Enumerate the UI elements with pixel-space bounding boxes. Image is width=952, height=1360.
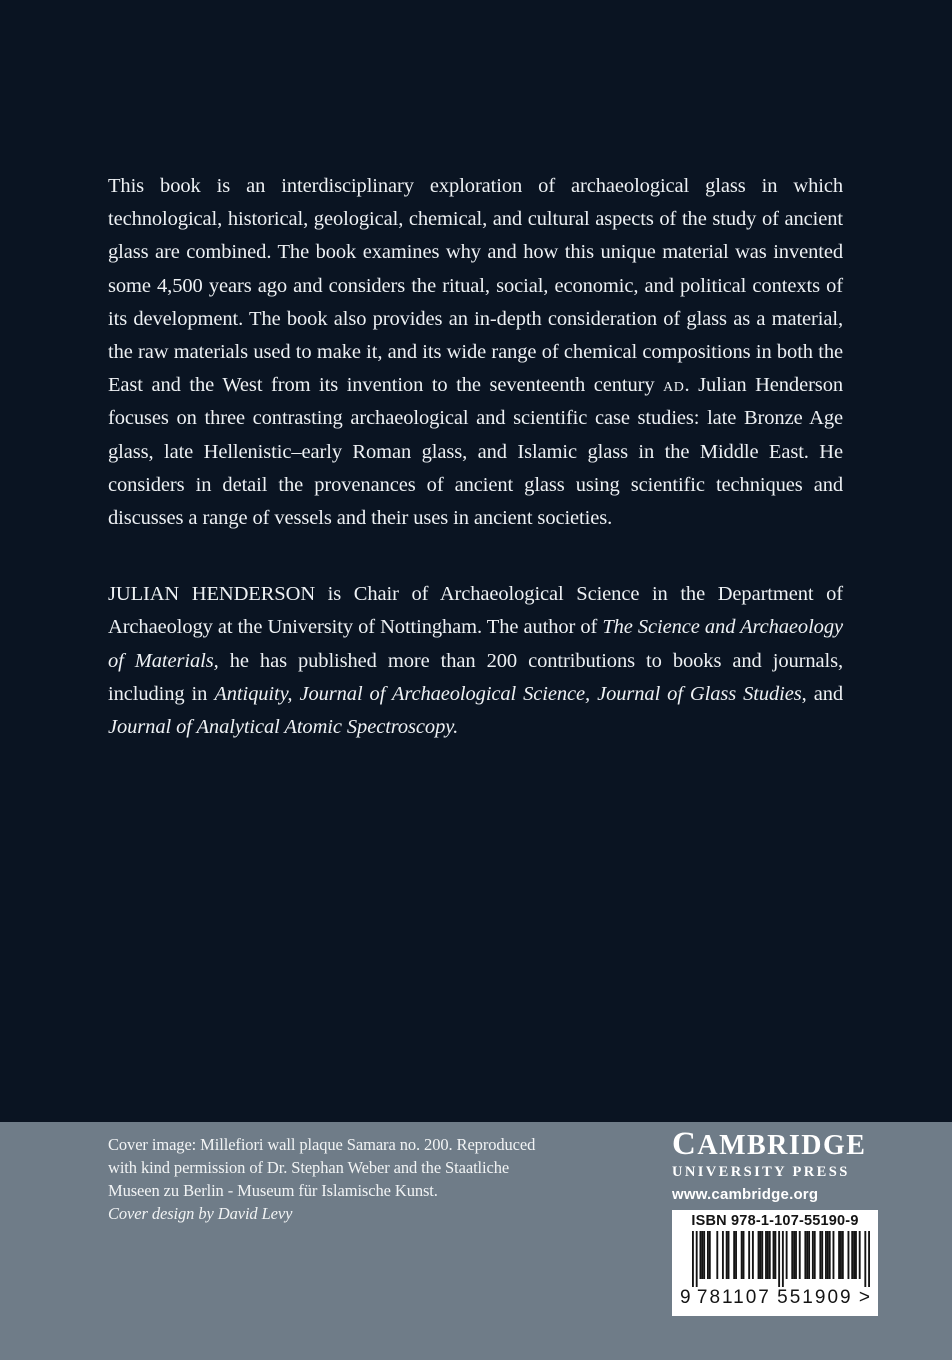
isbn-barcode (672, 1210, 878, 1316)
bio-journals-italic: Antiquity, Journal of Archaeological Science, Journal of Glass Studies (214, 682, 802, 705)
publisher-subtitle: UNIVERSITY PRESS (672, 1164, 850, 1180)
publisher-website: www.cambridge.org (672, 1186, 819, 1203)
synopsis-text-1: This book is an interdisciplinary exploration of archaeological glass in which technological, historical, geological, chemical, and cultural aspects of the study of ancient glass are combined. The book examines why and how this unique material was invented some 4,500 years ago and considers the ritual, social, economic, and political contexts of its development. The book also provides an in-depth consideration of glass as a material, the raw materials used to make it, and its wide range of chemical compositions in both the East and the West from its invention to the seventeenth century (108, 175, 843, 397)
bio-text-3: , and (801, 682, 843, 705)
publisher-logo: CAMBRIDGE (672, 1126, 867, 1162)
cover-image-credit (108, 1133, 535, 1225)
cover-text-block (108, 170, 843, 744)
century-ad-smallcaps: ad (663, 374, 685, 397)
barcode-bars (692, 1231, 870, 1287)
bio-journal-italic-2: Journal of Analytical Atomic Spectroscopy. (108, 716, 459, 739)
bio-text-1: JULIAN HENDERSON is Chair of Archaeological Science in the Department of Archaeology at the University of Nottingham. The author of (108, 583, 843, 639)
bio-text-2: he has published more than 200 contributions to books and journals, including in (108, 649, 843, 705)
barcode-area (680, 1231, 870, 1307)
credit-line-1: Cover image: Millefiori wall plaque Samara no. 200. Reproduced (108, 1135, 536, 1154)
credit-line-3: Museen zu Berlin - Museum für Islamische Kunst. (108, 1181, 438, 1200)
synopsis-paragraph (108, 170, 843, 535)
isbn-label: ISBN 978-1-107-55190-9 (691, 1213, 859, 1229)
barcode-digits (680, 1288, 870, 1307)
synopsis-text-2: . Julian Henderson focuses on three contrasting archaeological and scientific case studies: late Bronze Age glass, late Hellenistic–early Roman glass, and Islamic glass in the Middle East. He considers in detail the provenances of ancient glass using scientific techniques and discusses a range of vessels and their uses in ancient societies. (108, 374, 843, 530)
barcode-digit-group-1: 781107 (696, 1287, 771, 1308)
design-credit: Cover design by David Levy (108, 1204, 293, 1223)
barcode-digit-right: > (858, 1287, 870, 1308)
credit-line-2: with kind permission of Dr. Stephan Weber and the Staatliche (108, 1158, 510, 1177)
publisher-block (672, 1126, 878, 1316)
footer-band (0, 1122, 952, 1360)
barcode-digit-left: 9 (680, 1287, 691, 1308)
bio-book-title-italic: The Science and Archaeology of Materials, (108, 616, 843, 672)
barcode-digit-group-2: 551909 (777, 1287, 853, 1308)
author-bio-paragraph (108, 578, 843, 744)
